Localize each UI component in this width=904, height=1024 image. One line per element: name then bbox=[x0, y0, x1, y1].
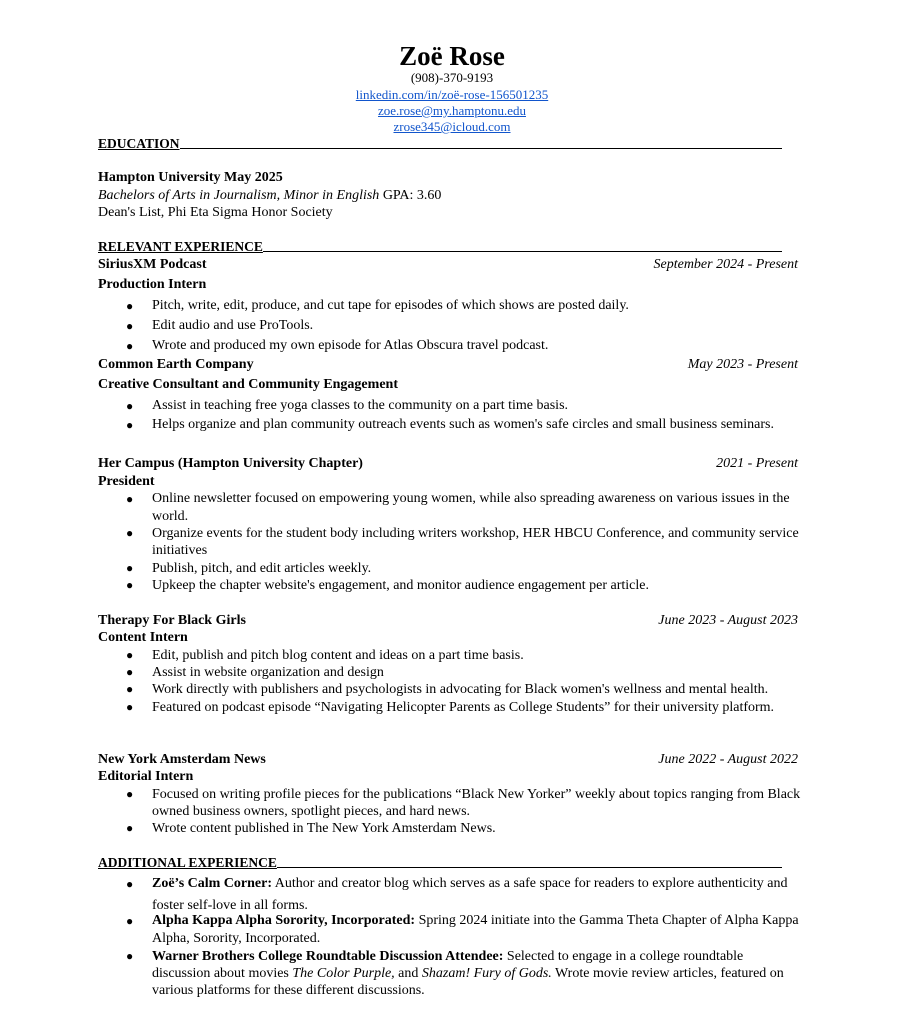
bullet-item bbox=[126, 296, 801, 316]
bullet-item bbox=[126, 415, 801, 435]
bullet-item bbox=[126, 820, 801, 837]
bullet-text: Focused on writing profile pieces for the publications “Black New Yorker” weekly about topics ranging from Black owned business owners, spotlight pieces, and hard news. bbox=[152, 787, 801, 819]
bullet-text: Wrote content published in The New York Amsterdam News. bbox=[152, 821, 496, 836]
bullet-icon: ● bbox=[126, 648, 134, 662]
bullet-item bbox=[126, 560, 801, 577]
bullet-text: Wrote and produced my own episode for Atlas Obscura travel podcast. bbox=[152, 338, 549, 353]
role-title: Creative Consultant and Community Engagement bbox=[98, 377, 398, 392]
bullet-text: Organize events for the student body including writers workshop, HER HBCU Conference, and community service initiatives bbox=[152, 526, 799, 558]
relevant-experience-heading: RELEVANT EXPERIENCE bbox=[98, 238, 782, 255]
honors: Dean's List, Phi Eta Sigma Honor Society bbox=[98, 205, 333, 220]
bullet-icon: ● bbox=[126, 682, 134, 696]
bullet-item bbox=[126, 681, 801, 698]
date-range: May 2023 - Present bbox=[687, 357, 798, 372]
bullet-item bbox=[126, 647, 801, 664]
organization: SiriusXM Podcast bbox=[98, 257, 207, 272]
bullet-item bbox=[126, 577, 801, 594]
role-title: Production Intern bbox=[98, 277, 207, 292]
organization: Her Campus (Hampton University Chapter) bbox=[98, 456, 363, 471]
bullet-item bbox=[126, 699, 801, 716]
organization: Common Earth Company bbox=[98, 357, 254, 372]
additional-item: ● Warner Brothers College Roundtable Discussion Attendee: Selected to engage in a college roundtable discussion about movies The Color Purple, and Shazam! Fury of Gods. Wrote movie review articles, featured on various platforms for these different discussions. bbox=[126, 949, 784, 998]
bullet-icon: ● bbox=[126, 578, 134, 592]
bullet-icon: ● bbox=[126, 821, 134, 835]
bullet-icon: ● bbox=[126, 526, 134, 540]
role-title: President bbox=[98, 474, 155, 489]
education-heading: EDUCATION bbox=[98, 135, 782, 152]
bullet-text: Pitch, write, edit, produce, and cut tape for episodes of which shows are posted daily. bbox=[152, 298, 629, 313]
degree: Bachelors of Arts in Journalism, Minor in English GPA: 3.60 bbox=[98, 188, 442, 203]
bullet-item bbox=[126, 316, 801, 336]
bullet-item bbox=[126, 525, 801, 559]
bullet-icon: ● bbox=[126, 492, 134, 506]
bullet-text: Featured on podcast episode “Navigating Helicopter Parents as College Students” for their university platform. bbox=[152, 700, 775, 715]
school-email-link[interactable]: zoe.rose@my.hamptonu.edu bbox=[378, 103, 526, 118]
bullet-item bbox=[126, 490, 801, 526]
bullet-text: Assist in website organization and design bbox=[152, 665, 384, 680]
date-range: June 2022 - August 2022 bbox=[658, 752, 798, 767]
school: Hampton University May 2025 bbox=[98, 170, 283, 185]
bullet-text: Work directly with publishers and psychologists in advocating for Black women's wellness and mental health. bbox=[152, 682, 769, 697]
date-range: 2021 - Present bbox=[716, 456, 798, 471]
organization: Therapy For Black Girls bbox=[98, 613, 246, 628]
bullet-icon: ● bbox=[126, 319, 134, 333]
bullet-text: Upkeep the chapter website's engagement, and monitor audience engagement per article. bbox=[152, 578, 649, 593]
bullet-text: Publish, pitch, and edit articles weekly. bbox=[152, 561, 372, 576]
date-range: June 2023 - August 2023 bbox=[658, 613, 798, 628]
organization: New York Amsterdam News bbox=[98, 752, 266, 767]
bullet-icon: ● bbox=[126, 339, 134, 353]
date-range: September 2024 - Present bbox=[653, 257, 798, 272]
bullet-item bbox=[126, 396, 801, 416]
bullet-text: Assist in teaching free yoga classes to the community on a part time basis. bbox=[152, 398, 569, 413]
bullet-icon: ● bbox=[126, 418, 134, 432]
bullet-icon: ● bbox=[126, 299, 134, 313]
bullet-text: Edit audio and use ProTools. bbox=[152, 318, 314, 333]
bullet-icon: ● bbox=[126, 561, 134, 575]
additional-item: ● Zoë’s Calm Corner: Author and creator blog which serves as a safe space for readers to explore authenticity and foster self-love in all forms. bbox=[126, 876, 788, 913]
bullet-icon: ● bbox=[126, 787, 134, 801]
role-title: Editorial Intern bbox=[98, 769, 194, 784]
bullet-icon: ● bbox=[126, 399, 134, 413]
bullet-text: Online newsletter focused on empowering young women, while also spreading awareness on various issues in the world. bbox=[152, 491, 790, 524]
bullet-text: Helps organize and plan community outreach events such as women's safe circles and small business seminars. bbox=[152, 417, 774, 432]
bullet-item bbox=[126, 786, 801, 820]
bullet-text: Edit, publish and pitch blog content and ideas on a part time basis. bbox=[152, 648, 524, 663]
linkedin-link[interactable]: linkedin.com/in/zoë-rose-156501235 bbox=[355, 87, 549, 102]
additional-item: ● Alpha Kappa Alpha Sorority, Incorporated: Spring 2024 initiate into the Gamma Theta Chapter of Alpha Kappa Alpha, Sorority, Incorporated. bbox=[126, 913, 799, 946]
role-title: Content Intern bbox=[98, 630, 188, 645]
bullet-icon: ● bbox=[126, 665, 134, 679]
bullet-item bbox=[126, 336, 801, 356]
additional-experience-heading: ADDITIONAL EXPERIENCE bbox=[98, 854, 782, 871]
phone: (908)-370-9193 bbox=[410, 70, 494, 85]
bullet-item bbox=[126, 664, 801, 681]
bullet-icon: ● bbox=[126, 700, 134, 714]
personal-email-link[interactable]: zrose345@icloud.com bbox=[393, 119, 511, 134]
resume-name: Zoë Rose bbox=[399, 41, 505, 71]
